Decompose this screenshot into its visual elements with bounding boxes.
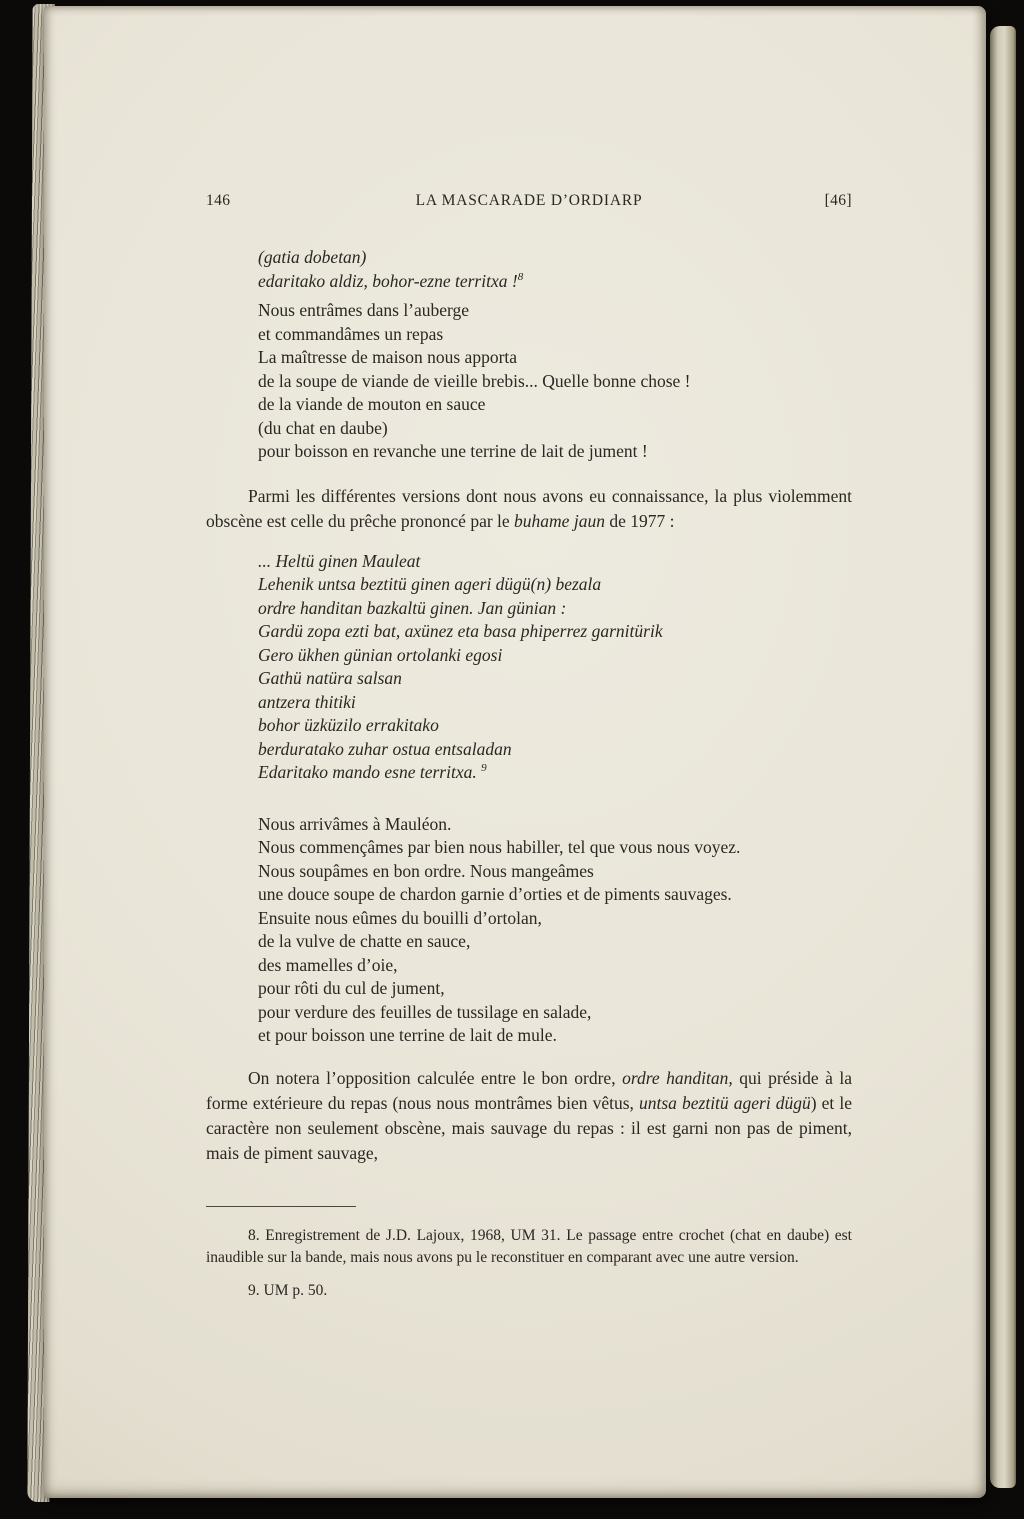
verse-line (258, 370, 852, 394)
text-segment: qui préside à la forme extérieure du repas (nous nous montrâmes bien vêtus, (206, 1067, 852, 1113)
text-segment: ) et le caractère non seulement obscène, mais sauvage du repas : il est garni non pas de piment, mais de piment sauvage, (206, 1092, 853, 1163)
text-segment: ... Heltü ginen Mauleat (258, 550, 421, 571)
text-segment: Nous soupâmes en bon ordre. Nous mangeâmes (258, 860, 594, 881)
text-segment: pour verdure des feuilles de tussilage en salade, (258, 1001, 592, 1022)
book-page (44, 6, 986, 1498)
text-segment: Ensuite nous eûmes du bouilli d’ortolan, (258, 907, 542, 928)
text-segment: berduratako zuhar ostua entsaladan (258, 738, 512, 759)
verse-line (258, 738, 852, 762)
text-segment: Gero ükhen günian ortolanki egosi (258, 644, 503, 665)
page-content (206, 192, 852, 1312)
body-blocks (206, 246, 852, 1166)
verse-line (258, 836, 852, 860)
text-segment: Nous entrâmes dans l’auberge (258, 300, 470, 320)
running-header-title: LA MASCARADE D’ORDIARP (415, 192, 643, 209)
verse-line (258, 299, 852, 323)
text-segment: de la soupe de viande de vieille brebis... Quelle bonne chose ! (258, 370, 691, 391)
text-segment: (gatia dobetan) (258, 247, 367, 267)
page-number: 146 (206, 192, 231, 209)
footnote-reference: 8 (517, 270, 524, 283)
paragraph (206, 1066, 852, 1166)
text-segment: edaritako aldiz, bohor-ezne territxa ! (258, 270, 518, 291)
verse-line (258, 667, 852, 691)
verse-line (258, 246, 852, 270)
text-segment: La maîtresse de maison nous apporta (258, 347, 518, 367)
text-segment: ordre handitan, (622, 1067, 733, 1088)
verse-line (258, 1024, 852, 1048)
text-segment: de la viande de mouton en sauce (258, 394, 486, 414)
footnotes (206, 1225, 852, 1303)
verse-line (258, 977, 852, 1001)
verse-line (258, 393, 852, 417)
verse-line (258, 440, 852, 464)
verse-line (258, 883, 852, 907)
text-segment: bohor üzküzilo errakitako (258, 715, 439, 735)
text-segment: 8. Enregistrement de J.D. Lajoux, 1968, UM 31. Le passage entre crochet (chat en daube) est inaudible sur la bande, mais nous avons pu le reconstituer en comparant avec une autre version. (206, 1226, 852, 1266)
verse-line (258, 930, 852, 954)
text-segment: antzera thitiki (258, 691, 356, 712)
text-segment: Gathü natüra salsan (258, 668, 402, 688)
verse-block (258, 246, 852, 293)
text-segment: Edaritako mando esne territxa. (258, 762, 482, 782)
text-segment: et commandâmes un repas (258, 323, 444, 344)
text-segment: et pour boisson une terrine de lait de mule. (258, 1025, 557, 1045)
verse-line (258, 907, 852, 931)
text-segment: buhame jaun (514, 510, 605, 531)
footnote (206, 1280, 852, 1303)
text-segment: 9. UM p. 50. (248, 1281, 328, 1299)
paragraph (206, 484, 852, 534)
verse-line (258, 954, 852, 978)
text-segment: des mamelles d’oie, (258, 954, 398, 975)
text-segment: pour rôti du cul de jument, (258, 978, 445, 998)
verse-line (258, 1001, 852, 1025)
verse-line (258, 417, 852, 441)
verse-line (258, 860, 852, 884)
verse-line (258, 714, 852, 738)
text-segment: une douce soupe de chardon garnie d’orties et de piments sauvages. (258, 884, 732, 904)
text-segment: pour boisson en revanche une terrine de lait de jument ! (258, 441, 648, 461)
verse-block (258, 299, 852, 464)
verse-line (258, 550, 852, 574)
footnote-rule (206, 1206, 356, 1207)
text-segment: On notera l’opposition calculée entre le bon ordre, (248, 1067, 623, 1088)
verse-line (258, 323, 852, 347)
text-segment: Gardü zopa ezti bat, axünez eta basa phiperrez garnitürik (258, 621, 663, 641)
verse-line (258, 620, 852, 644)
verse-line (258, 270, 852, 294)
verse-block (258, 550, 852, 785)
text-segment: Parmi les différentes versions dont nous avons eu connaissance, la plus violemment obscène est celle du prêche prononcé par le (206, 485, 852, 531)
verse-line (258, 573, 852, 597)
text-segment: Nous arrivâmes à Mauléon. (258, 813, 452, 834)
facing-page-fore-edge (990, 26, 1016, 1488)
text-segment: de la vulve de chatte en sauce, (258, 931, 471, 951)
verse-line (258, 813, 852, 837)
verse-line (258, 597, 852, 621)
text-segment: Lehenik untsa beztitü ginen ageri dügü(n) bezala (258, 574, 602, 594)
text-segment: untsa beztitü ageri dügü (639, 1092, 811, 1113)
footnote-reference: 9 (481, 762, 487, 775)
folio-marker: [46] (824, 192, 852, 209)
running-header (206, 192, 852, 210)
verse-line (258, 691, 852, 715)
text-segment: (du chat en daube) (258, 417, 388, 438)
verse-block (258, 813, 852, 1048)
text-segment: ordre handitan bazkaltü ginen. Jan günian : (258, 597, 567, 618)
text-segment: Nous commençâmes par bien nous habiller, tel que vous nous voyez. (258, 837, 741, 857)
verse-line (258, 761, 852, 785)
text-segment: de 1977 : (604, 510, 675, 531)
verse-line (258, 346, 852, 370)
footnote (206, 1225, 852, 1270)
verse-line (258, 644, 852, 668)
